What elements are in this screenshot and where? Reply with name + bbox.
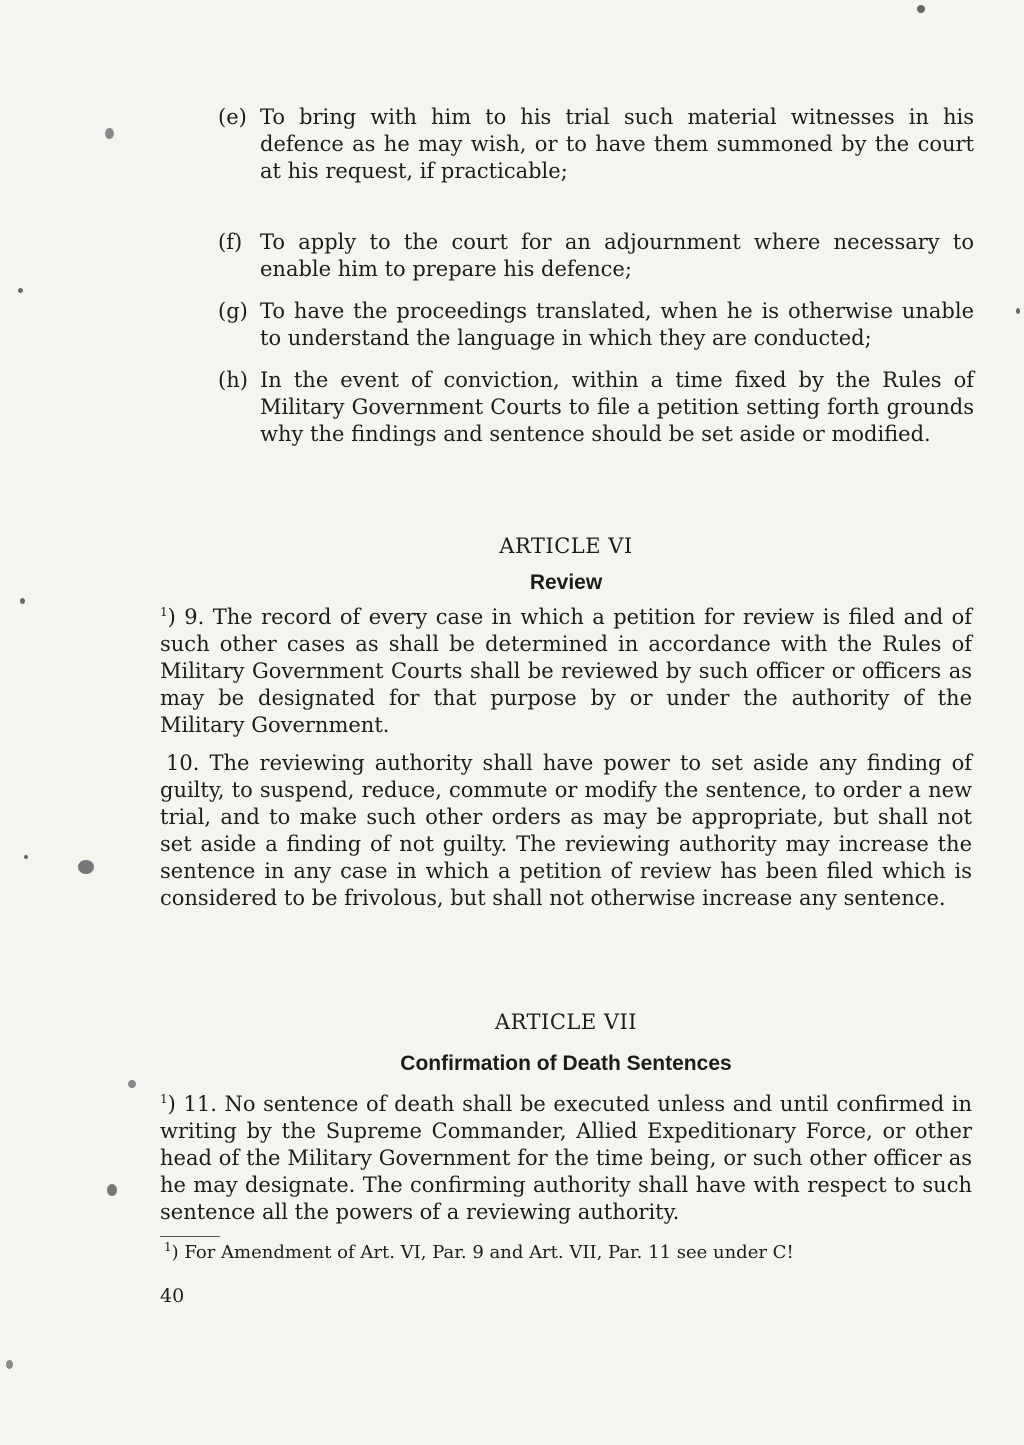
scan-speck bbox=[917, 5, 925, 13]
paragraph-9: $^1$) 9. The record of every case in which a petition for review is filed and of such other cases as shall be determined in accordance with the Rules of Military Government Courts shall be reviewed by such officer or officers as may be designated for that purpose by or under the authority of the Military Government. bbox=[160, 605, 972, 737]
list-item-f bbox=[218, 229, 974, 283]
footnote-marker: 1 bbox=[160, 1092, 168, 1106]
footnote-rule bbox=[160, 1236, 220, 1237]
list-item-e bbox=[218, 104, 974, 185]
footnote-marker: 1 bbox=[160, 605, 168, 619]
scan-speck bbox=[128, 1080, 136, 1088]
scan-speck bbox=[78, 860, 94, 874]
page-number: 40 bbox=[160, 1285, 185, 1307]
scan-speck bbox=[20, 598, 25, 604]
item-label: (h) bbox=[218, 368, 248, 392]
item-label: (f) bbox=[218, 230, 243, 254]
footnote-text: For Amendment of Art. VI, Par. 9 and Art. VII, Par. 11 see under C! bbox=[184, 1242, 794, 1263]
item-label: (g) bbox=[218, 299, 248, 323]
paragraph-11: $^1$) 11. No sentence of death shall be executed unless and until confirmed in writing by the Supreme Commander, Allied Expeditionary Force, or other head of the Military Government for the time being, or such other officer as he may designate. The confirming authority shall have with respect to such sentence all the powers of a reviewing authority. bbox=[160, 1092, 972, 1224]
item-label: (e) bbox=[218, 105, 247, 129]
list-item-g bbox=[218, 298, 974, 352]
paragraph-11-text: 11. No sentence of death shall be executed unless and until confirmed in writing by the Supreme Commander, Allied Expeditionary Force, or other head of the Military Government for the time being, or such other officer as he may designate. The confirming authority shall have with respect to such sentence all the powers of a reviewing authority. bbox=[160, 1092, 972, 1224]
paragraph-10: 10. The reviewing authority shall have power to set aside any finding of guilty, to suspend, reduce, commute or modify the sentence, to order a new trial, and to make such other orders as may be appropriate, but shall not set aside a finding of not guilty. The reviewing authority may increase the sentence in any case in which a petition of review has been filed which is considered to be frivolous, but shall not otherwise increase any sentence. bbox=[160, 751, 972, 910]
scan-speck bbox=[6, 1360, 13, 1369]
item-text: To apply to the court for an adjournment where necessary to enable him to prepare his defence; bbox=[260, 230, 974, 281]
scan-speck bbox=[105, 128, 114, 139]
scan-speck bbox=[24, 855, 28, 859]
paragraph-9-text: 9. The record of every case in which a petition for review is filed and of such other cases as shall be determined in accordance with the Rules of Military Government Courts shall be reviewed by such officer or officers as may be designated for that purpose by or under the authority of the Military Government. bbox=[160, 605, 972, 737]
list-item-h bbox=[218, 367, 974, 448]
scan-speck bbox=[1016, 308, 1020, 314]
item-text: In the event of conviction, within a time fixed by the Rules of Military Government Courts to file a petition setting forth grounds why the findings and sentence should be set aside or modified. bbox=[260, 368, 974, 446]
footnote-marker: 1 bbox=[164, 1240, 172, 1254]
item-text: To bring with him to his trial such material witnesses in his defence as he may wish, or to have them summoned by the court at his request, if practicable; bbox=[260, 105, 974, 183]
review-subheading: Review bbox=[529, 571, 603, 594]
article-vii-heading: ARTICLE VII bbox=[494, 1010, 638, 1034]
item-text: To have the proceedings translated, when he is otherwise unable to understand the language in which they are conducted; bbox=[260, 299, 974, 350]
article-vi-heading: ARTICLE VI bbox=[499, 534, 633, 558]
scan-speck bbox=[107, 1184, 117, 1196]
scan-speck bbox=[18, 288, 23, 293]
footnote: $^1$) For Amendment of Art. VI, Par. 9 and Art. VII, Par. 11 see under C! bbox=[164, 1240, 794, 1263]
confirmation-subheading: Confirmation of Death Sentences bbox=[400, 1052, 732, 1075]
